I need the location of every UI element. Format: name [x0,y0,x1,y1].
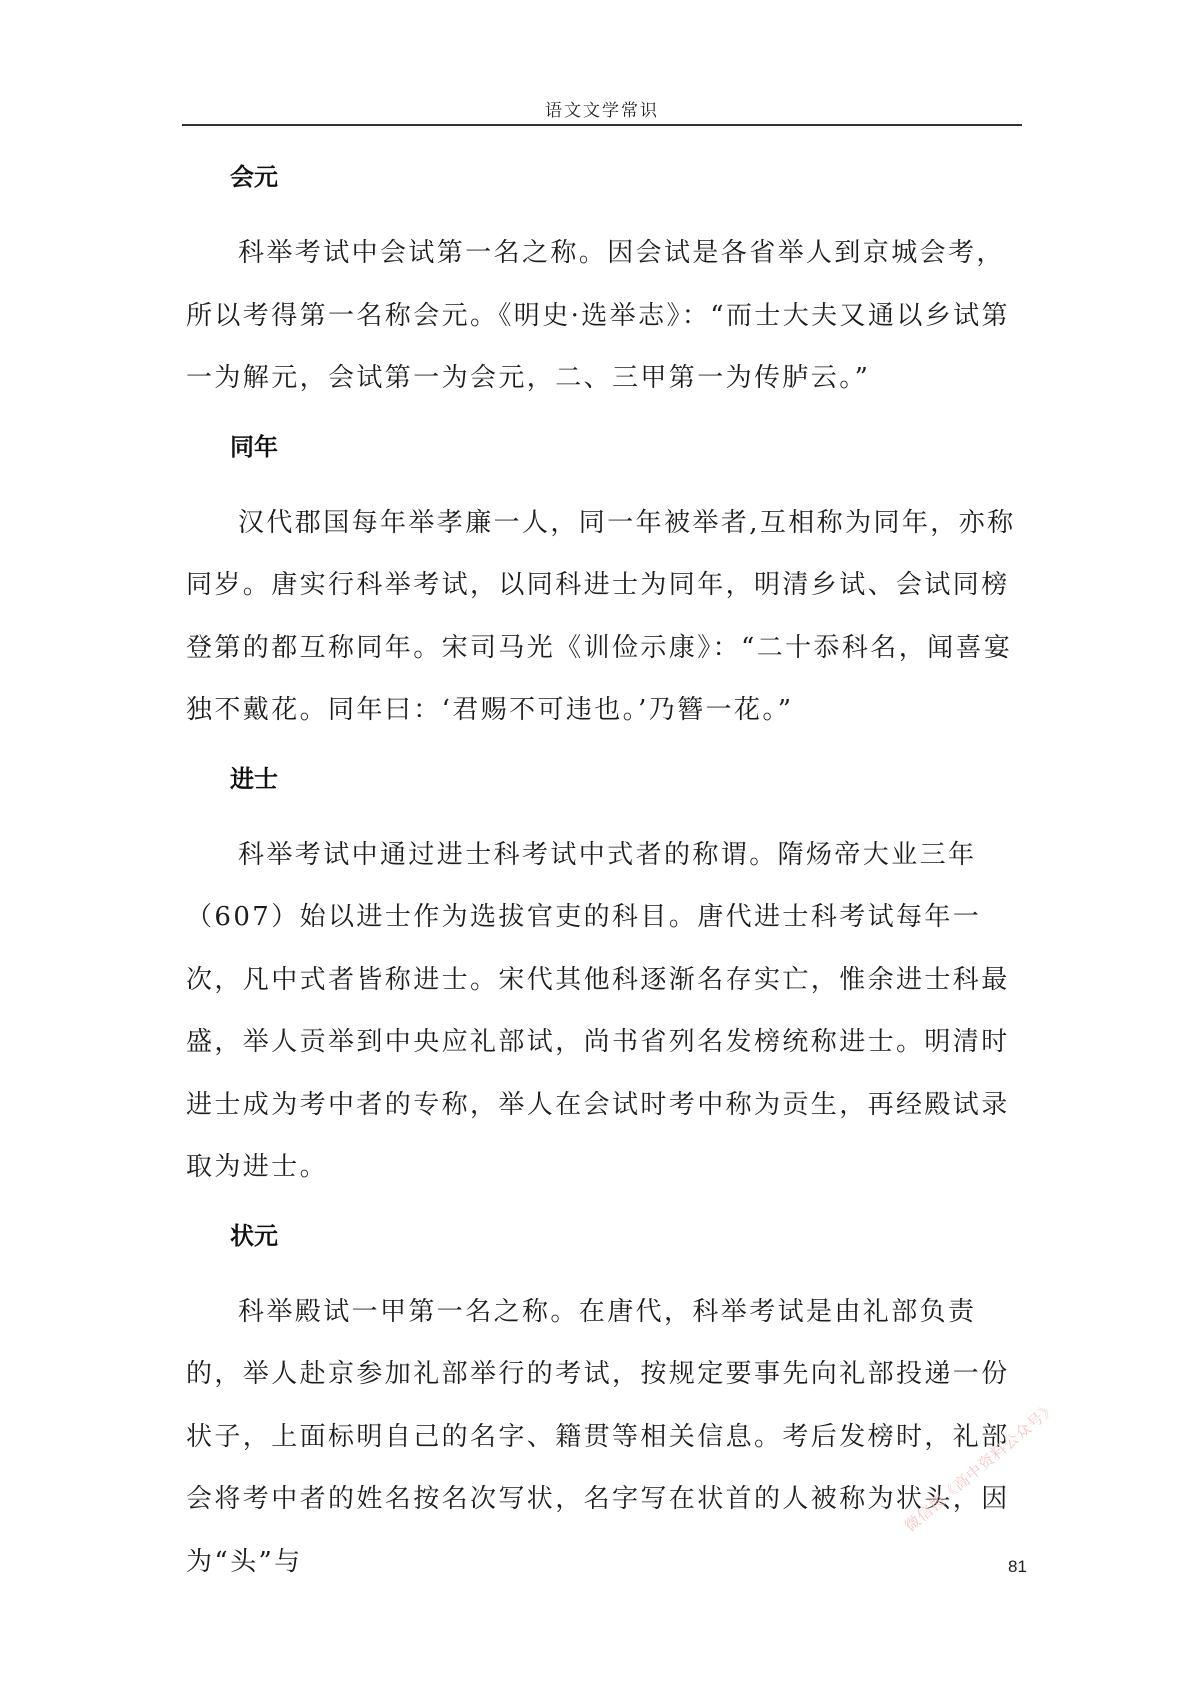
section-heading: 状元 [230,1221,278,1250]
header-divider [182,124,1022,126]
section-heading: 进士 [230,764,278,793]
section-heading: 会元 [230,163,278,191]
section-body: 科举考试中会试第一名之称。因会试是各省举人到京城会考，所以考得第一名称会元。《明史·选举志》：“而士大夫又通以乡试第一为解元，会试第一为会元，二、三甲第一为传胪云。” [186,238,1010,393]
section-huiyuan [186,162,1026,410]
section-jinshi [186,764,1026,1199]
watermark-stamp: 微信搜《高中资料公众号》 [901,1398,1060,1536]
section-body: 科举考试中通过进士科考试中式者的称谓。隋炀帝大业三年（607）始以进士作为选拔官吏的科目。唐代进士科考试每年一次，凡中式者皆称进士。宋代其他科逐渐名存实亡，惟余进士科最盛，举人贡举到中央应礼部试，尚书省列名发榜统称进士。明清时进士成为考中者的专称，举人在会试时考中称为贡生，再经殿试录取为进士。 [186,839,1010,1182]
section-body: 科举殿试一甲第一名之称。在唐代，科举考试是由礼部负责的，举人赴京参加礼部举行的考试，按规定要事先向礼部投递一份状子，上面标明自己的名字、籍贯等相关信息。考后发榜时，礼部会将考中者的姓名按名次写状，名字写在状首的人被称为状头，因为“头”与 [186,1296,1010,1577]
section-heading: 同年 [230,432,278,461]
section-tongnian [186,432,1026,742]
running-header: 语文文学常识 [545,101,659,121]
main-content [186,146,1026,1593]
section-body: 汉代郡国每年举孝廉一人，同一年被举者,互相称为同年，亦称同岁。唐实行科举考试，以同科进士为同年，明清乡试、会试同榜登第的都互称同年。宋司马光《训俭示康》：“二十忝科名，闻喜宴独不戴花。同年曰：‘君赐不可违也。’乃簪一花。” [186,507,1016,725]
page-number: 81 [1008,1557,1027,1576]
section-zhuangyuan [186,1221,1026,1594]
